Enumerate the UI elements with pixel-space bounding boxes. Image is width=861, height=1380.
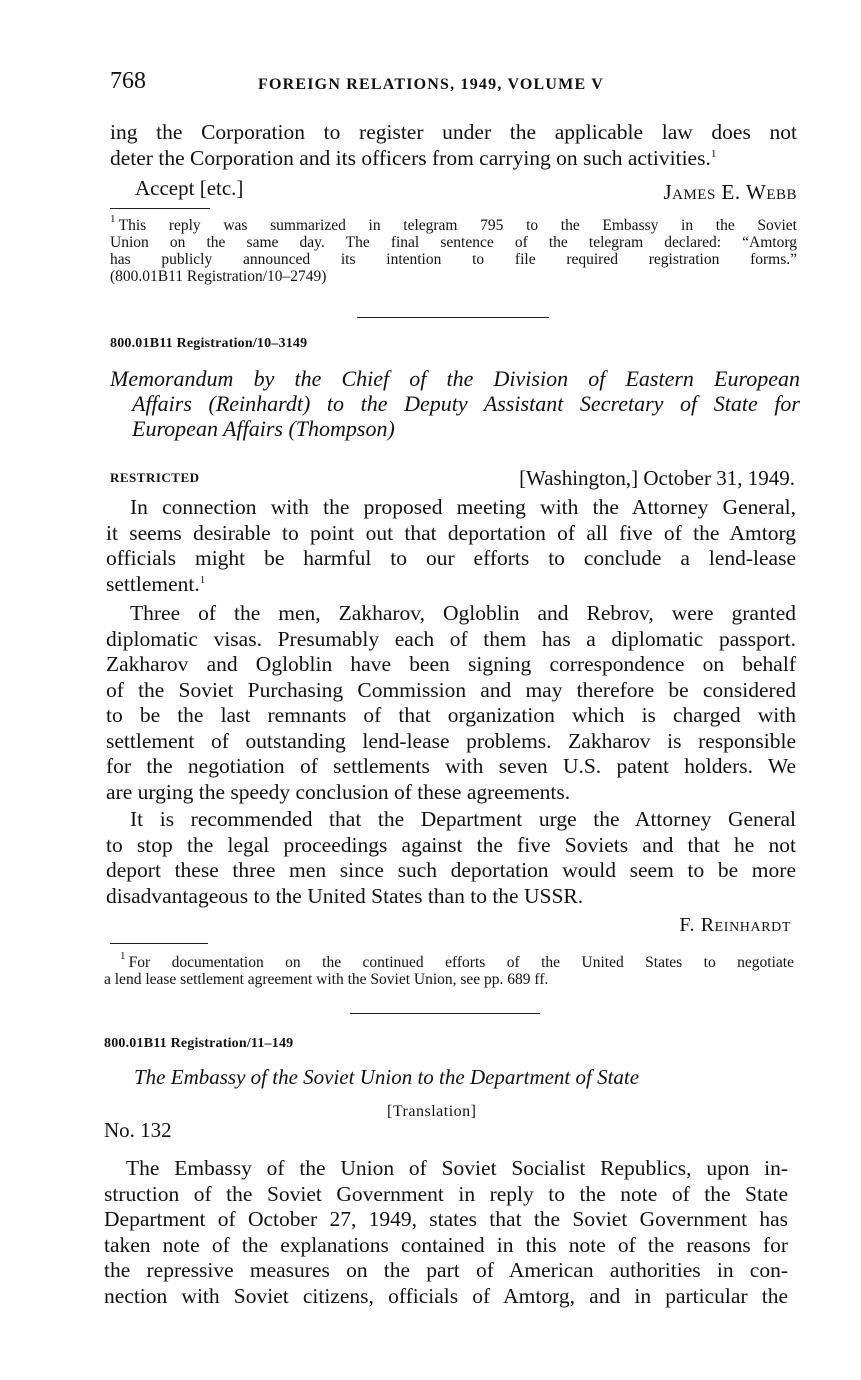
footnote-1 [110,213,797,285]
memo-paragraph-3 [106,807,796,909]
text-line: for the negotiation of settlements with seven U.S. patent holders. We [106,754,796,778]
text-line: diplomatic visas. Presumably each of them has a diplomatic passport. [106,626,796,651]
footnote-rule [110,208,210,209]
footnote-rule [110,943,208,944]
footnote-line: a lend lease settlement agreement with the Soviet Union, see pp. 689 ff. [104,971,549,988]
file-number-2: 800.01B11 Registration/11–149 [104,1036,294,1051]
text-line-with-mark [110,146,797,172]
memo-paragraph-1 [106,495,796,597]
text-line: of the Soviet Purchasing Commission and may therefore be considered [106,677,796,702]
footnote-reference: 1 [710,147,717,160]
text-line: nection with Soviet citizens, officials of Amtorg, and in particular the [104,1283,788,1308]
footnote-text: This reply was summarized in telegram 795 to the Embassy in the Soviet [118,217,797,234]
text-line: to be the last remnants of that organization which is charged with [106,703,796,727]
footnote-mark: 1 [110,213,116,225]
footnote-mark: 1 [120,950,126,962]
text-line: In connection with the proposed meeting with the Attorney General, [130,495,796,519]
text-line: disadvantageous to the United States than to the USSR. [106,883,584,908]
text-line-with-mark [106,572,796,598]
text-line: taken note of the explanations contained in this note of the reasons for [104,1232,788,1257]
title-line: Affairs (Reinhardt) to the Deputy Assistant Secretary of State for [132,391,800,416]
page-number: 768 [110,68,146,94]
text-line: deport these three men since such deportation would seem to be more [106,858,796,882]
text-line: are urging the speedy conclusion of these agreements. [106,779,571,804]
signature-reinhardt: F. Reinhardt [679,914,791,936]
dateline: [Washington,] October 31, 1949. [519,466,795,490]
text-line: settlement. [106,571,200,596]
text-line: Department of October 27, 1949, states that the Soviet Government has [104,1207,788,1231]
text-line: Zakharov and Ogloblin have been signing correspondence on behalf [106,652,796,676]
text-line: The Embassy of the Union of Soviet Socialist Republics, upon in- [126,1156,788,1180]
footnote-line: has publicly announced its intention to file required registration forms.” [110,251,797,268]
memo-paragraph-2 [106,601,796,805]
embassy-note-title: The Embassy of the Soviet Union to the Department of State [134,1065,640,1089]
file-number-1: 800.01B11 Registration/10–3149 [110,336,308,351]
text-line: It is recommended that the Department urge the Attorney General [130,807,796,831]
previous-letter-conclusion [110,120,797,171]
text-line: settlement of outstanding lend-lease problems. Zakharov is responsible [106,728,796,753]
section-divider [357,317,549,318]
text-line: it seems desirable to point out that deportation of all five of the Amtorg [106,520,796,545]
text-line: officials might be harmful to our efforts to conclude a lend-lease [106,546,796,570]
text-line: deter the Corporation and its officers from carrying on such activities. [110,145,711,170]
memorandum-title [110,366,800,441]
classification: RESTRICTED [110,470,200,485]
text-line: the repressive measures on the part of American authorities in con- [104,1258,788,1282]
footnote-text: For documentation on the continued efforts of the United States to negotiate [128,954,794,971]
footnote-2 [104,950,794,988]
embassy-paragraph-1 [104,1156,788,1309]
section-divider [350,1013,540,1014]
note-number: No. 132 [104,1118,172,1142]
translation-note: [Translation] [387,1103,477,1120]
signature-webb: James E. Webb [663,180,797,204]
running-title: FOREIGN RELATIONS, 1949, VOLUME V [258,76,604,93]
text-line: to stop the legal proceedings against the five Soviets and that he not [106,832,796,857]
text-line: ing the Corporation to register under the applicable law does not [110,120,797,144]
footnote-reference: 1 [199,573,206,586]
complimentary-close: Accept [etc.] [135,176,244,200]
title-line: European Affairs (Thompson) [132,416,395,441]
footnote-line [110,213,797,234]
footnote-line: Union on the same day. The final sentence of the telegram declared: “Amtorg [110,234,797,251]
footnote-line: (800.01B11 Registration/10–2749) [110,268,327,285]
title-line: Memorandum by the Chief of the Division of Eastern European [110,366,800,391]
text-line: struction of the Soviet Government in reply to the note of the State [104,1181,788,1206]
text-line: Three of the men, Zakharov, Ogloblin and Rebrov, were granted [130,601,796,625]
footnote-line [104,950,794,971]
